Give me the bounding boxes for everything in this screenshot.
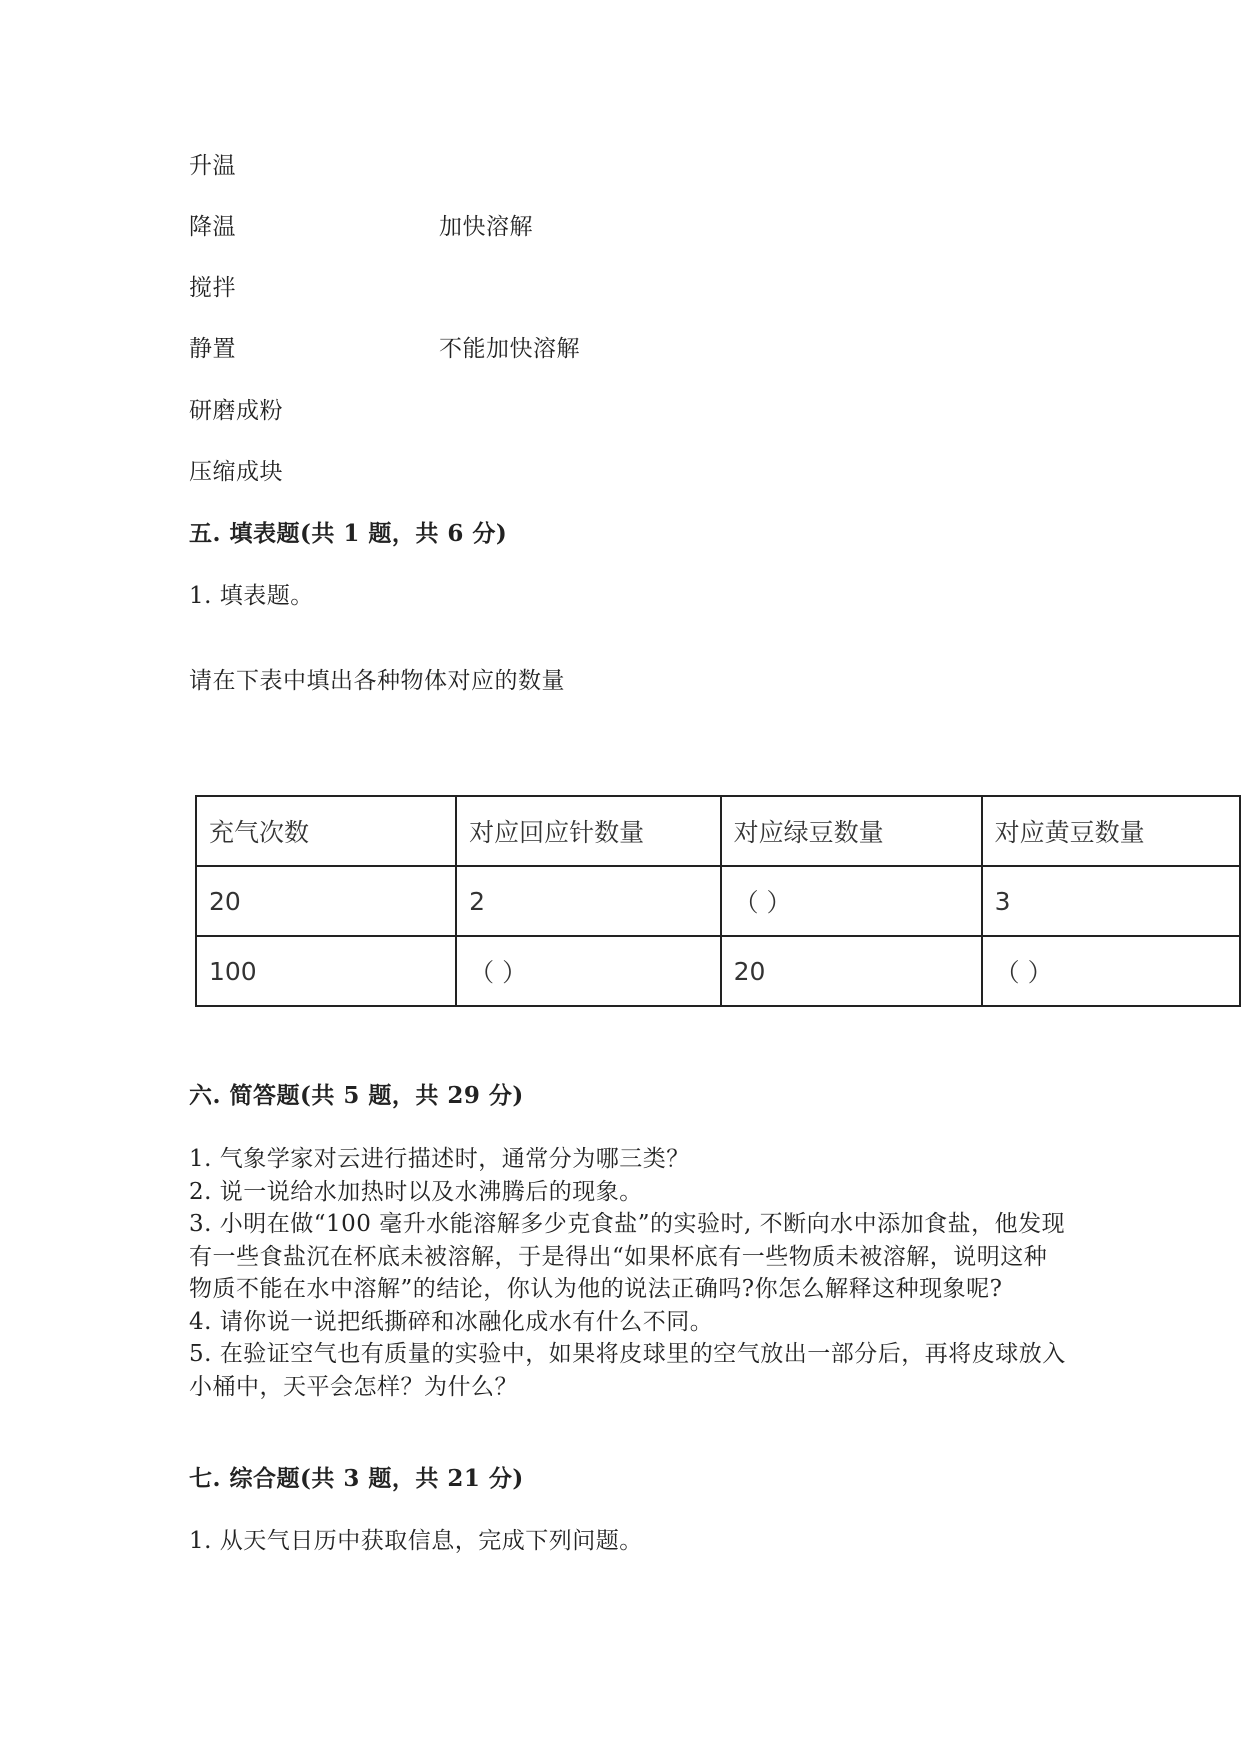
table-blank-cell[interactable]: （ ） [721,866,982,936]
table-row [196,936,1240,1006]
match-right-item: 加快溶解 [439,214,533,240]
question-text: 1. 填表题。 [189,583,314,609]
list-item: 5. 在验证空气也有质量的实验中，如果将皮球里的空气放出一部分后，再将皮球放入小桶中，天平会怎样？为什么？ [189,1341,1066,1400]
section-heading: 七. 综合题(共 3 题，共 21 分) [189,1465,524,1492]
short-answer-list [189,1143,1069,1403]
match-left-item: 静置 [189,336,236,362]
list-item: 1. 气象学家对云进行描述时，通常分为哪三类？ [189,1146,690,1172]
list-item: 4. 请你说一说把纸撕碎和冰融化成水有什么不同。 [189,1308,714,1335]
section-heading: 六. 简答题(共 5 题，共 29 分) [189,1082,524,1109]
match-left-item: 搅拌 [189,275,236,301]
instruction-text: 请在下表中填出各种物体对应的数量 [189,668,565,694]
table-cell: 20 [196,866,456,936]
table-header-cell: 对应黄豆数量 [982,796,1240,866]
section-heading: 五. 填表题(共 1 题，共 6 分) [189,520,508,547]
question-text: 1. 从天气日历中获取信息，完成下列问题。 [189,1528,643,1554]
table-header-cell: 充气次数 [196,796,456,866]
match-left-item: 降温 [189,214,236,240]
table-cell: 100 [196,936,456,1006]
match-left-item: 研磨成粉 [189,398,283,424]
table-row [196,866,1240,936]
table-header-cell: 对应绿豆数量 [721,796,982,866]
list-item: 2. 说一说给水加热时以及水沸腾后的现象。 [189,1178,643,1205]
list-item: 3. 小明在做“100 毫升水能溶解多少克食盐”的实验时, 不断向水中添加食盐，他发现有一些食盐沉在杯底未被溶解，于是得出“如果杯底有一些物质未被溶解，说明这种物质不能在水中溶解”的结论，你认为他的说法正确吗?你怎么解释这种现象呢? [189,1211,1066,1302]
match-left-item: 压缩成块 [189,459,283,485]
table-blank-cell[interactable]: （ ） [456,936,720,1006]
table-cell: 3 [982,866,1240,936]
table-blank-cell[interactable]: （ ） [982,936,1240,1006]
fill-in-table [195,795,1241,1007]
table-cell: 2 [456,866,720,936]
table-header-cell: 对应回应针数量 [456,796,720,866]
match-left-item: 升温 [189,153,236,179]
table-cell: 20 [721,936,982,1006]
table-header-row [196,796,1240,866]
match-right-item: 不能加快溶解 [439,336,580,362]
